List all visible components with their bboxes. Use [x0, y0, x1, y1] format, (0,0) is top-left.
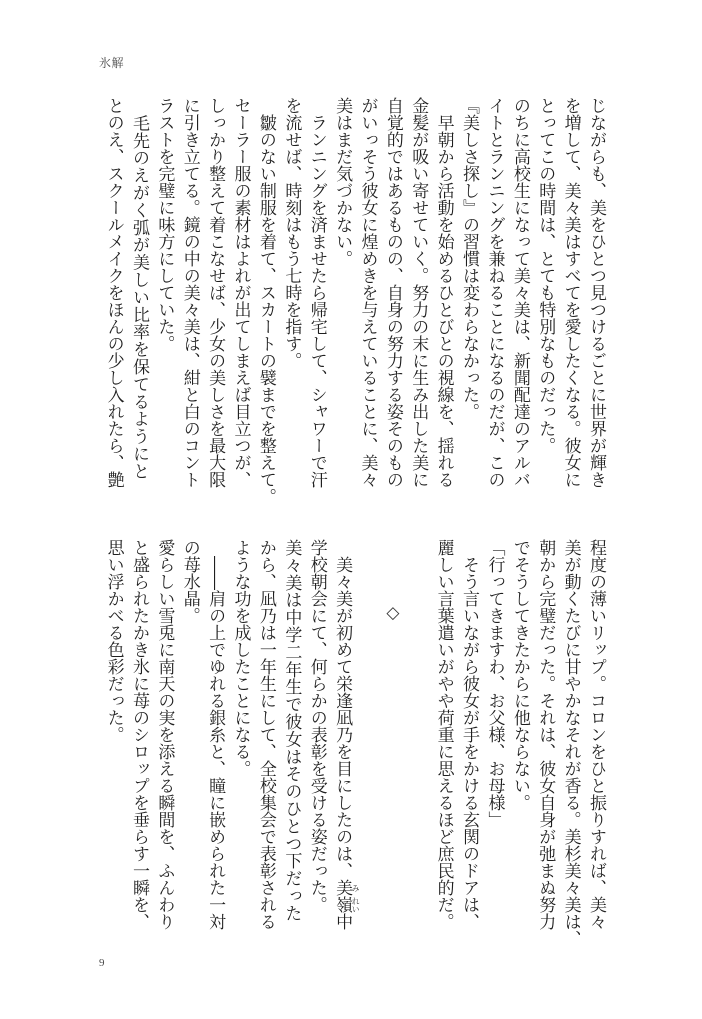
text-line: 毛先のえがく弧が美しい比率を保てるようにと: [128, 97, 149, 480]
text-line: 自覚的ではあるものの、自身の努力する姿そのもの: [382, 97, 403, 488]
section-break-diamond-icon: ◇: [382, 603, 403, 623]
ruby-reading: れい: [351, 896, 361, 913]
text-line: 美が動くたびに甘やかなそれが香る。美杉美々美は、: [560, 539, 581, 947]
ruby-reading: み: [351, 883, 361, 892]
text-line: そう言いながら彼女が手をかける玄関のドアは、: [459, 539, 480, 930]
text-line: 愛らしい雪兎に南天の実を添える瞬間を、ふんわり: [154, 539, 175, 930]
ruby-base-wrapper: [332, 896, 361, 913]
text-line: 麗しい言葉遣いがやや荷重に思えるほど庶民的だ。: [433, 539, 454, 930]
ruby-base-wrapper: [332, 879, 361, 896]
text-segment: 中: [332, 913, 353, 930]
text-line: とのえ、スクールメイクをほんの少し入れたら、艶: [103, 97, 124, 488]
dialogue-line: 「行ってきますわ、お父様、お母様」: [484, 539, 505, 828]
lower-text-block: [100, 539, 608, 959]
text-line: のちに高校生になって美々美は、新聞配達のアルバ: [509, 97, 530, 488]
text-line: の苺水晶。: [179, 539, 200, 624]
text-line: じながらも、美をひとつ見つけるごとに世界が輝き: [586, 97, 606, 488]
text-line: ような功を成したことになる。: [230, 539, 251, 777]
blank-line: [405, 539, 430, 959]
text-line: から、凪乃は一年生にして、全校集会で表彰される: [255, 539, 276, 930]
text-line: 学校朝会にて、何らかの表彰を受ける姿だった。: [306, 539, 327, 913]
upper-text-block: [100, 97, 608, 517]
text-line: ランニングを済ませたら帰宅して、シャワーで汗: [306, 97, 327, 488]
text-segment: 美々美が初めて栄逢凪乃を目にしたのは、: [332, 539, 353, 879]
text-line: 皺のない制服を着て、スカートの襞までを整えて。: [255, 97, 276, 505]
text-line: 『美しさ探し』の習慣は変わらなかった。: [459, 97, 480, 420]
text-line-with-ruby: [329, 539, 361, 959]
text-line: とってこの時間は、とても特別なものだった。: [535, 97, 556, 454]
text-line: ラストを完璧に味方にしていた。: [154, 97, 175, 352]
text-line: 美はまだ気づかない。: [332, 97, 353, 267]
text-line: がいっそう彼女に煌めきを与えていることに、美々: [357, 97, 378, 488]
text-line: に引き立てる。鏡の中の美々美は、紺と白のコント: [179, 97, 200, 488]
text-line: しっかり整えて着こなせば、少女の美しさを最大限: [205, 97, 226, 488]
text-line: 朝から完璧だった。それは、彼女自身が弛まぬ努力: [535, 539, 556, 930]
text-line: 早朝から活動を始めるひとびとの視線を、揺れる: [433, 97, 454, 488]
running-head-title: 氷解: [99, 56, 125, 70]
text-line: イトとランニングを兼ねることになるのだが、この: [484, 97, 505, 488]
text-line: 美々美は中学二年生で彼女はそのひとつ下だった: [281, 539, 302, 922]
text-line: セーラー服の素材はよれが出てしまえば目立つが、: [230, 97, 251, 488]
text-line: 程度の薄いリップ。コロンをひと振りすれば、美々: [586, 539, 606, 930]
text-line: と盛られたかき氷に苺のシロップを垂らす一瞬を、: [128, 539, 149, 930]
ruby-base: 美: [332, 879, 353, 896]
page-number: 9: [99, 957, 105, 969]
text-line: 思い浮かべる色彩だった。: [103, 539, 124, 743]
text-line: を増して、美々美はすべてを愛したくなる。彼女に: [560, 97, 581, 488]
text-line: を流せば、時刻はもう七時を指す。: [281, 97, 302, 369]
ruby-base: 嶺: [332, 896, 353, 913]
text-line: 金髪が吸い寄せていく。努力の末に生み出した美に: [408, 97, 429, 488]
text-line: でそうしてきたからに他ならない。: [509, 539, 530, 811]
text-line: ――肩の上でゆれる銀糸と、瞳に嵌められた一対: [205, 539, 226, 930]
